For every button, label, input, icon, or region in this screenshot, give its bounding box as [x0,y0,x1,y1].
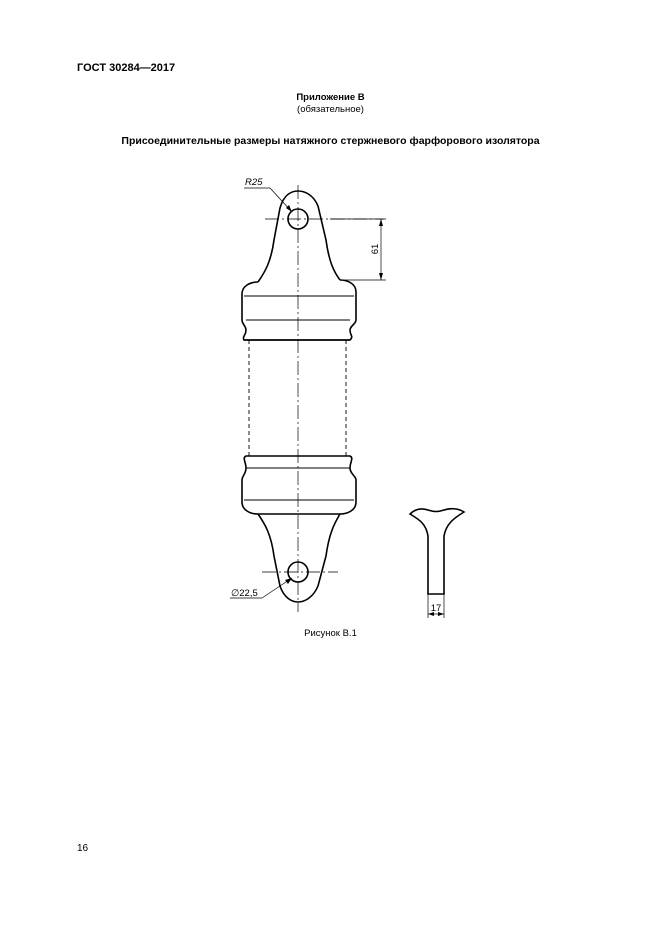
bottom-lug-outline [258,514,340,602]
vertical-dimension-label: 61 [370,243,381,255]
section-width-label: 17 [430,603,442,614]
dim-arrow-up [379,219,383,226]
diameter-label: ∅22,5 [231,588,258,599]
document-header: ГОСТ 30284—2017 [77,62,176,74]
figure-caption: Рисунок В.1 [304,628,357,639]
radius-label: R25 [245,177,263,188]
section-profile [410,509,464,594]
top-lug-outline [258,191,340,282]
appendix-status: (обязательное) [297,104,364,115]
appendix-name: Приложение В [296,92,365,103]
diameter-arrowhead [285,578,292,584]
dim-arrow-down [379,273,383,280]
page-number: 16 [77,843,89,854]
bottom-cap-outline [242,456,356,514]
top-cap-outline [242,280,356,340]
figure-title: Присоединительные размеры натяжного стержневого фарфорового изолятора [121,135,540,147]
